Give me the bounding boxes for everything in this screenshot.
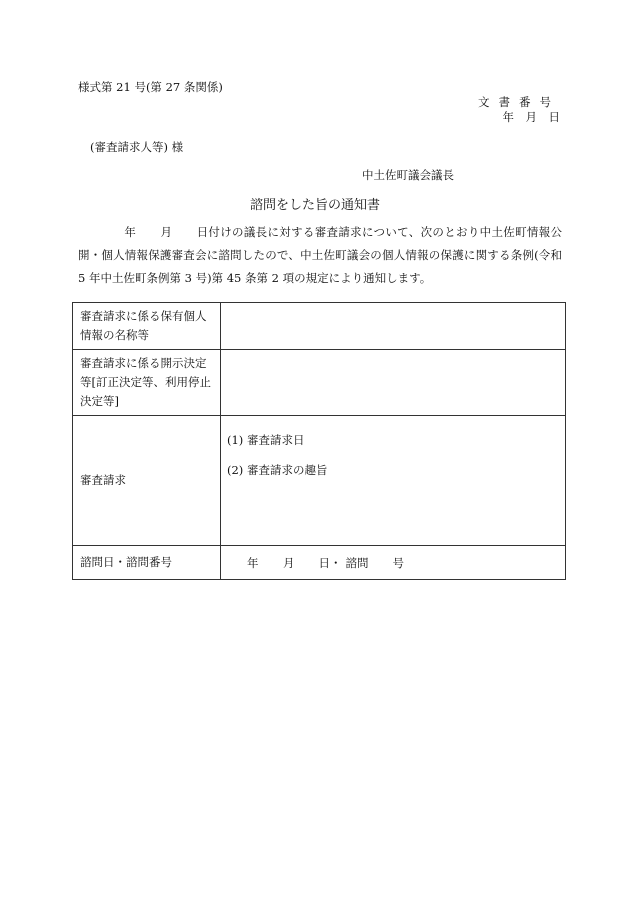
body-date-year: 年 xyxy=(124,225,137,239)
item-text: 審査請求の趣旨 xyxy=(247,463,328,477)
document-title: 諮問をした旨の通知書 xyxy=(249,198,380,213)
inquiry-month: 月 xyxy=(283,555,295,570)
form-number-label: 様式第 21 号(第 27 条関係) xyxy=(78,80,223,94)
item-text: 審査請求日 xyxy=(247,433,305,447)
review-request-item xyxy=(227,432,559,448)
row-label-personal-info: 審査請求に係る保有個人情報の名称等 xyxy=(73,303,221,350)
table-row xyxy=(73,546,566,580)
inquiry-year: 年 xyxy=(247,555,259,570)
row-label-inquiry: 諮問日・諮問番号 xyxy=(73,546,221,580)
body-paragraph xyxy=(78,221,562,290)
inquiry-date-number xyxy=(227,555,559,571)
item-number: (1) xyxy=(227,433,244,447)
row-label-review-request: 審査請求 xyxy=(73,416,221,546)
table-row xyxy=(73,350,566,416)
sender: 中土佐町議会議長 xyxy=(362,168,454,182)
row-value-disclosure-decision xyxy=(221,350,566,416)
body-date-month: 月 xyxy=(160,225,173,239)
addressee: (審査請求人等) 様 xyxy=(90,140,184,154)
row-value-inquiry xyxy=(221,546,566,580)
body-text: 日付けの議長に対する審査請求について、次のとおり中土佐町情報公開・個人情報保護審査会に諮問したので、中土佐町議会の個人情報の保護に関する条例(令和 5 年中土佐町条例第 3 号)第 45 条第 2 項の規定により通知します。 xyxy=(78,225,563,285)
inquiry-number: 号 xyxy=(392,555,404,570)
document-date-label: 年 月 日 xyxy=(502,110,560,124)
row-value-personal-info xyxy=(221,303,566,350)
document-number-label: 文書番号 xyxy=(478,95,560,109)
table-row xyxy=(73,416,566,546)
review-request-item xyxy=(227,462,559,478)
row-label-disclosure-decision: 審査請求に係る開示決定等[訂正決定等、利用停止決定等] xyxy=(73,350,221,416)
row-value-review-request xyxy=(221,416,566,546)
inquiry-day: 日・ xyxy=(318,555,342,570)
table-row xyxy=(73,303,566,350)
inquiry-label: 諮問 xyxy=(345,555,369,570)
item-number: (2) xyxy=(227,463,244,477)
info-table xyxy=(72,302,566,580)
